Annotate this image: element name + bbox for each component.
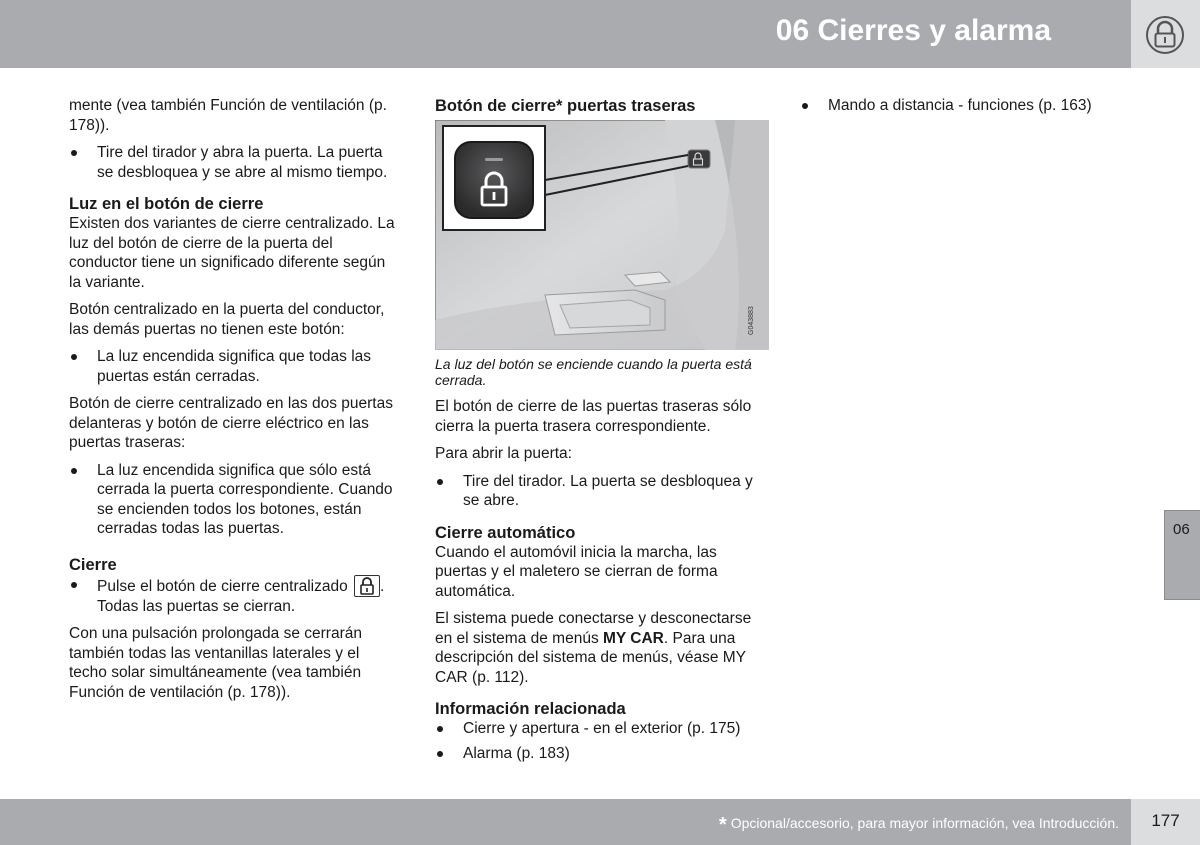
page-title: 06 Cierres y alarma	[775, 14, 1051, 47]
paragraph: mente (vea también Función de ventilación (p. 178)).	[69, 97, 387, 134]
related-info-list	[800, 96, 1130, 116]
section-heading-luz: Luz en el botón de cierre	[69, 195, 264, 213]
list-item-text: Pulse el botón de cierre centralizado	[97, 577, 348, 595]
related-link[interactable]: Cierre y apertura - en el exterior (p. 175)	[435, 719, 771, 739]
footer-bar	[0, 799, 1131, 845]
paragraph: Con una pulsación prolongada se cerrarán también todas las ventanillas laterales y el techo solar simultáneamente (vea también Función de ventilación (p. 178)).	[69, 625, 362, 701]
chapter-side-tab-label: 06	[1173, 521, 1190, 538]
bullet-list	[69, 347, 399, 386]
asterisk: *	[718, 814, 727, 836]
related-link[interactable]: Alarma (p. 183)	[435, 744, 771, 764]
menu-name: MY CAR	[603, 629, 664, 647]
paragraph-text: . Para una descripción del sistema de menús, véase MY CAR (p. 112).	[435, 629, 746, 686]
list-item: La luz encendida significa que todas las puertas están cerradas.	[69, 347, 399, 386]
section-heading-cierre: Cierre	[69, 555, 117, 574]
column-3	[800, 96, 1130, 124]
bullet-list	[69, 143, 399, 182]
chapter-side-tab[interactable]	[1164, 510, 1200, 600]
figure-caption: La luz del botón se enciende cuando la puerta está cerrada.	[435, 356, 752, 388]
column-2	[435, 96, 771, 771]
related-info-list	[435, 719, 771, 763]
column-1	[69, 96, 399, 710]
paragraph: Cuando el automóvil inicia la marcha, las puertas y el maletero se cierran de forma automática.	[435, 543, 718, 600]
paragraph: Botón centralizado en la puerta del conductor, las demás puertas no tienen este botón:	[69, 301, 385, 338]
page-number: 177	[1151, 811, 1180, 830]
lock-button-icon	[354, 575, 380, 597]
paragraph: Botón de cierre centralizado en las dos puertas delanteras y botón de cierre eléctrico en las puertas traseras:	[69, 395, 393, 451]
padlock-icon	[1145, 15, 1185, 55]
paragraph	[435, 609, 771, 687]
bullet-list	[69, 461, 399, 539]
footer-note-text: Opcional/accesorio, para mayor información, vea Introducción.	[730, 815, 1119, 831]
paragraph: Existen dos variantes de cierre centralizado. La luz del botón de cierre de la puerta del conductor tiene un significado diferente según la variante.	[69, 215, 395, 291]
bullet-list	[69, 575, 399, 617]
section-heading-auto: Cierre automático	[435, 523, 576, 542]
rear-door-lock-button-figure	[435, 120, 769, 350]
paragraph: Para abrir la puerta:	[435, 445, 572, 462]
related-link[interactable]: Mando a distancia - funciones (p. 163)	[800, 96, 1130, 116]
list-item	[69, 575, 399, 617]
list-item: La luz encendida significa que sólo está cerrada la puerta correspondiente. Cuando se encienden todos los botones, están cerradas todas las puertas.	[69, 461, 399, 539]
section-heading-boton: Botón de cierre* puertas traseras	[435, 97, 696, 115]
paragraph-text: El sistema puede conectarse y desconectarse en el sistema de menús	[435, 610, 752, 647]
section-heading-info: Información relacionada	[435, 700, 626, 718]
footer-note	[719, 814, 1119, 837]
figure-code: G043883	[748, 306, 755, 335]
page-number-tab	[1131, 799, 1200, 845]
list-item: Tire del tirador. La puerta se desbloquea y se abre.	[435, 472, 771, 511]
list-item: Tire del tirador y abra la puerta. La puerta se desbloquea y se abre al mismo tiempo.	[69, 143, 399, 182]
header-bar	[0, 0, 1131, 68]
paragraph: El botón de cierre de las puertas traseras sólo cierra la puerta trasera correspondiente.	[435, 398, 752, 435]
bullet-list	[435, 472, 771, 511]
list-item-text: . Todas las puertas se cierran.	[97, 577, 385, 615]
